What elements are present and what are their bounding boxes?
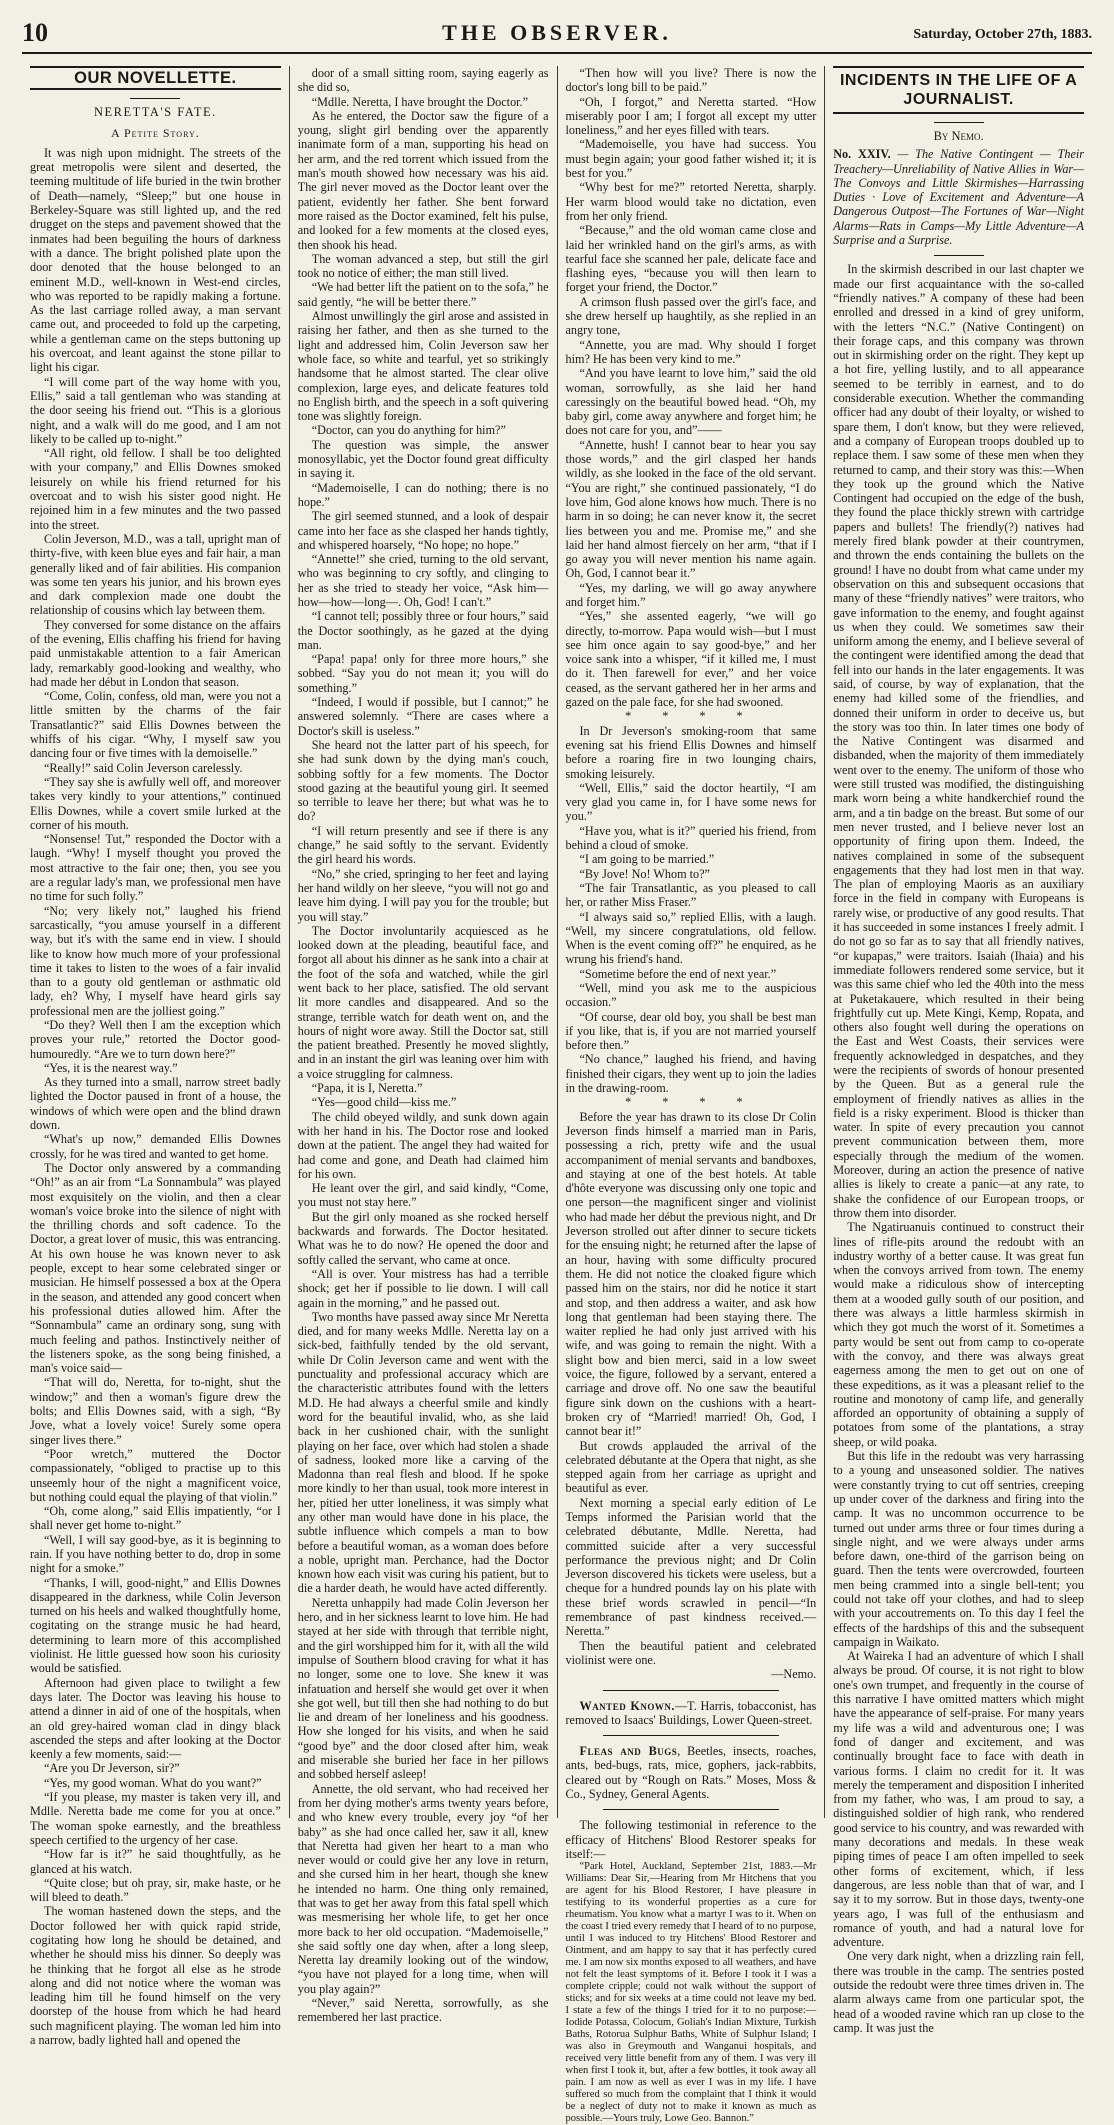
paragraph: “Nonsense! Tut,” responded the Doctor with a laugh. “Why! I myself thought you proved the most attractive to the fair one; then, you see you are a regular lady's man, we professional men have no time for such folly.” [30,832,281,904]
paragraph: “I cannot tell; possibly three or four hours,” said the Doctor soothingly, as he gazed at the dying man. [297,609,549,652]
paragraph: One very dark night, when a drizzling rain fell, there was trouble in the camp. The sentries posted outside the redoubt were three times driven in. The alarm always came from one particular spot, the head of a wooded ravine which ran up close to the camp. It was just the [833,1949,1084,2035]
paragraph: It was nigh upon midnight. The streets of the great metropolis were silent and deserted, the teeming multitude of life buried in the twin brother of Death—namely, “Sleep;” but one house in Berkeley-Square was still lighted up, and the red drugget on the steps and pavement showed that the inmates had been beguiling the hours of darkness with a dance. The bright polished plate upon the door denoted that the house belonged to an eminent M.D., well-known in West-end circles, who was reported to be rapidly making a fortune. As the last carriage rolled away, a man servant came out, and proceeded to fold up the carpeting, while a gentleman came on the steps buttoning up his overcoat, and leant against the stone pillar to light his cigar. [30,145,281,375]
paragraph: They conversed for some distance on the affairs of the evening, Ellis chaffing his friend for having paid unmistakable attention to a fair American lady, remarkably good-looking and wealthy, who had made her début in London that season. [30,617,281,689]
paragraph: “Papa, it is I, Neretta.” [311,1081,423,1096]
paragraph: “Never,” said Neretta, sorrowfully, as she remembered her last practice. [297,1996,549,2025]
paragraph: The woman hastened down the steps, and the Doctor followed her with quick rapid stride, cogitating how long he should be detained, and whether he should miss his dinner. So deeply was he thinking that he forgot all else as he strode along and did not notice where the woman was leading him till he found himself on the very doorstep of the house from which he had heard such magnificent playing. The woman led him into a narrow, badly lighted hall and opened the [30,1904,281,2048]
paragraph: “I am going to be married.” [579,852,715,867]
story-body-part-1 [30,146,281,2047]
story-subtitle: A Petite Story. [110,125,200,140]
byline: By Nemo. [933,129,984,143]
paragraph: “Really!” said Colin Jeverson carelessly. [44,760,243,775]
paragraph: At Waireka I had an adventure of which I shall always be proud. Of course, it is not right to blow one's own trumpet, and frequently in the course of this narrative I have omitted matters which might have the appearance of self-praise. For many years my life was a wild and adventurous one; I was fond of danger and excitement, and was continually brought face to face with death in various forms. I claim no credit for it. It was merely the temperament and disposition I inherited from my father, who was, I am proud to say, a distinguished soldier of high rank, who rendered good service to his country, and was rewarded with many decorations and medals. In these weak piping times of peace I am often impelled to seek other forms of excitement, which, if less dangerous, are less noble than that of war, and I say it to my sorrow. But in those days, twenty-one years ago, I was full of the enthusiasm and romance of youth, and had a natural love for adventure. [833,1649,1084,1950]
paragraph: “Annette, you are mad. Why should I forget him? He has been very kind to me.” [565,337,817,366]
paragraph: “What's up now,” demanded Ellis Downes crossly, for he was tired and wanted to get home. [30,1132,281,1161]
paragraph: In Dr Jeverson's smoking-room that same evening sat his friend Ellis Downes and himself before a roaring fire in two lounging chairs, smoking leisurely. [565,723,817,781]
ad-rough-on-rats: Fleas and Bugs, Beetles, insects, roaches, ants, bed-bugs, rats, mice, gophers, jack-rabbits, cleared out by “Rough on Rats.” Moses, Moss & Co., Sydney, General Agents. [565,1744,817,1802]
journalist-body [833,262,1084,2035]
paragraph: “I will come part of the way home with you, Ellis,” said a tall gentleman who was standing at the door seeing his friend out. “This is a glorious night, and a walk will do me good, and I am not likely to be called up to-night.” [30,374,281,446]
divider [130,98,180,99]
ad-testimonial-intro: The following testimonial in reference to the efficacy of Hitchens' Blood Restorer speaks for itself:— [565,1818,817,1861]
paragraph: “Well, Ellis,” said the doctor heartily, “I am very glad you came in, for I have some news for you.” [565,780,817,824]
story-body-part-2 [298,66,549,2025]
paragraph: “Oh, I forgot,” and Neretta started. “How miserably poor I am; I forgot all except my utter loneliness,” and her eyes filled with tears. [565,94,817,138]
section-break: * * * * [625,1095,757,1110]
paragraph: Almost unwillingly the girl arose and assisted in raising her father, and then as she turned to the light and addressed him, Colin Jeverson saw her whole face, so white and tearful, yet so strikingly handsome that he almost started. The clear olive complexion, large eyes, and delicate features told no English birth, and the speech in a soft quivering tone was slightly foreign. [297,309,549,424]
column-4 [825,66,1092,2035]
paragraph: “Why best for me?” retorted Neretta, sharply. Her warm blood would take no dictation, even from her only friend. [565,180,817,223]
paragraph: “Annette!” she cried, turning to the old servant, who was beginning to cry softly, and clinging to her as she tried to steady her voice, “Ask him—how—how—long—. Oh, God! I can't.” [297,552,549,609]
paragraph: The question was simple, the answer monosyllabic, yet the Doctor found great difficulty in saying it. [297,437,549,481]
paragraph: The Ngatiruanuis continued to construct their lines of rifle-pits around the redoubt with an industry worthy of a better cause. It was great fun when the convoys arrived from town. The enemy would make a ridiculous show of intercepting them at a wooded gully south of our position, and there was always a little harmless skirmish in which they got much the worst of it. Sometimes a party would be sent out from camp to co-operate with the convoy, and there was always great eagerness among the men to get out on one of these expeditions, as it was a pleasant relief to the routine and monotony of camp life, and generally afforded an opportunity of obtaining a supply of potatoes from some of the plantations, a stray sheep, or wild poaka. [833,1220,1084,1449]
paragraph: “Well, I will say good-bye, as it is beginning to rain. If you have nothing better to do, drop in some night for a smoke.” [30,1532,281,1576]
story-body-part-3 [566,66,817,1667]
columns [22,66,1092,2125]
paragraph: “The fair Transatlantic, as you pleased to call her, or rather Miss Fraser.” [565,880,817,910]
newspaper-title: THE OBSERVER. [442,20,672,45]
section-break: * * * * [625,709,757,724]
paragraph: “Oh, come along,” said Ellis impatiently, “or I shall never get home to-night.” [30,1504,281,1533]
paragraph: “Are you Dr Jeverson, sir?” [44,1761,180,1776]
column-1 [22,66,290,2048]
paragraph: She heard not the latter part of his speech, for she had sunk down by the dying man's couch, sobbing softly for a few moments. The Doctor stood gazing at the beautiful young girl. It seemed so terrible to leave her there; but what was he to do? [297,737,549,824]
paragraph: “Because,” and the old woman came close and laid her wrinkled hand on the girl's arms, as with tearful face she scanned her pale, delicate face and flashing eyes, “because you will then learn to forget your friend, the Doctor.” [565,223,817,295]
paragraph: “Annette, hush! I cannot bear to hear you say those words,” and the girl clasped her hands wildly, as she looked in the face of the old servant. “You are right,” she continued passionately, “I do love him, God alone knows how much. There is no harm in so doing; he can never know it, the secret lies between you and me. Promise me,” and she laid her hand almost fiercely on her arm, “that if I go away you will never mention his name again. Oh, God, I cannot bear it.” [565,437,817,581]
paragraph: “Then how will you live? There is now the doctor's long bill to be paid.” [565,66,817,95]
paragraph: “If you please, my master is taken very ill, and Mdlle. Neretta bade me come for you at once.” The woman spoke earnestly, and the breathless speech certified to the urgency of her case. [30,1790,281,1847]
divider [934,122,984,123]
paragraph: In the skirmish described in our last chapter we made our first acquaintance with the so-called “friendly natives.” A company of these had been enrolled and dressed in a kind of grey uniform, with the letters “N.C.” (Native Contingent) on their forage caps, and this company was thrown out in skirmishing order on the right. They kept up a hot fire, yelling lustily, and to all appearance seemed to be terribly in earnest, and to do considerable execution. Whether the commanding officer had any doubt of their loyalty, or wished to spare them, I don't know, but they were relieved, and a company of European troops doubled up to replace them. I saw some of these men when they returned to camp, and their story was this:—When they took up the ground which the Native Contingent had occupied on the edge of the bush, they found the place thickly strewn with cartridge papers and bullets! The friendly(?) natives had merely fired blank powder at their countrymen, and thrown the ends containing the bullets on the ground! I have no doubt from what came under my observation on this and subsequent occasions that many of these “friendly natives” were traitors, who gave information to the enemy, and fought against us when they could. We sometimes saw their uniform among the enemy, and I believe several of the contingent were identified among the dead that fell into our hands in the later engagements. It was said, of course, by way of explanation, that the enemy had killed some of the friendlies, and donned their uniform in order to deceive us, but the story was too thin. In later times one body of the Native Contingent was disarmed and disbanded, when the majority of them immediately went over to the enemy. The uniform of those who were still trusted was modified, the distinguishing mark worn being a white handkerchief round the arm, and a tin badge on the breast. But some of our men never trusted, and I believe never lost an opportunity of firing upon them. Indeed, the natives complained in some of the subsequent engagements that they had lost men in that way. The plan of employing Maoris as an auxiliary force in the field in company with Europeans is rarely wise, or productive of any good results. That it has succeeded in some instances I freely admit. I do not go so far as to say that all friendly natives, “or kupapas,” were traitors. Isaiah (Ihaia) and his immediate followers rendered some service, but it was this same chief who led the 40th into the mess at Puketakauere, which resulted in their being frightfully cut up. Mete Kingi, Kemp, Ropata, and others also fought well during the operations on the East and West Coasts, their services were frequently acknowledged in despatches, and they were the recipients of swords of honour presented by the Queen. But as a general rule the employment of friendly natives as allies in the field is a risky experiment. Blood is thicker than water. In spite of every precaution you cannot prevent communication between them, more especially through the medium of the women. Moreover, during an action the presence of native allies is likely to create a panic—at any rate, to shake the confidence of our European troops, or throw them into disorder. [833,262,1084,1220]
paragraph: “Come, Colin, confess, old man, were you not a little smitten by the charms of the fair Transatlantic?” said Ellis Downes between the whiffs of his cigar. “Why, I myself saw you dancing four or five times with la demoiselle.” [30,689,281,761]
paragraph: “Mademoiselle, I can do nothing; there is no hope.” [297,480,549,509]
paragraph: Annette, the old servant, who had received her from her dying mother's arms twenty years before, and who knew every trouble, every joy “of her baby” as she had once called her, saw it all, knew that Neretta had given her heart to a man who never would or could give her any love in return, and she cursed him in her heart, though she knew he intended no harm. One thing only remained, that was to get her away from this fatal spell which was mesmerising her whole life, to get her once more back to her old occupation. “Mademoiselle,” she said softly one day when, after a long sleep, Neretta lay dreamily looking out of the window, “you have not played for a long time, when will you play again?” [297,1781,549,1996]
paragraph: “By Jove! No! Whom to?” [579,866,710,881]
paragraph: “Poor wretch,” muttered the Doctor compassionately, “obliged to practise up to this unseemly hour of the night a magnificent voice, but nothing could equal the playing of that violin.” [30,1446,281,1504]
paragraph: “Well, mind you ask me to the auspicious occasion.” [565,981,817,1010]
paragraph: Colin Jeverson, M.D., was a tall, upright man of thirty-five, with keen blue eyes and fair hair, a man generally liked and of fair abilities. His companion was some ten years his junior, and his brown eyes and dark complexion made one doubt the relationship of cousins which lay between them. [30,531,281,618]
page-number: 10 [22,18,48,47]
paragraph: Neretta unhappily had made Colin Jeverson her hero, and in her sickness learnt to love him. He had stayed at her side with through that terrible night, and the girl worshipped him for it, with all the wild impulse of Southern blood craving for what it has no longer, some one to love. She knew it was infatuation and herself she would get over it when she got well, but till then she had nothing to do but lie and dream of her loneliness and his goodness. How she longed for his visits, and when he said “good bye” and the door closed after him, weak and miserable she buried her face in her pillows and sobbed herself asleep! [297,1595,549,1782]
paragraph: “They say she is awfully well off, and moreover takes very kindly to your attentions,” continued Ellis Downes, while a covert smile lurked at the corner of his mouth. [30,774,281,832]
journalist-heading: INCIDENTS IN THE LIFE OF A JOURNALIST. [833,66,1084,114]
ad-wanted-known: Wanted Known.—T. Harris, tobacconist, has removed to Isaacs' Buildings, Lower Queen-street. [565,1698,817,1727]
paragraph: “Quite close; but oh pray, sir, make haste, or he will bleed to death.” [30,1875,281,1905]
paragraph: “All right, old fellow. I shall be too delighted with your company,” and Ellis Downes smoked leisurely on while his friend returned for his overcoat and to wish his sister good night. He rejoined him in a few minutes and the two passed into the street. [30,446,281,532]
novellette-heading: OUR NOVELLETTE. [30,66,281,90]
divider [934,255,984,256]
paragraph: But this life in the redoubt was very harrassing to a young and unseasoned soldier. The natives were constantly trying to cut off sentries, creeping up under cover of the darkness and firing into the camp. It was no uncommon occurrence to be turned out under arms three or four times during a single night, and we were always under arms before dawn, one-third of the garrison being on guard. Then the tents were overcrowded, fourteen men being crammed into a single bell-tent; you could not take off your clothes, and had to sleep with your accoutrements on. To this day I feel the effects of the hardships of this and the subsequent campaign in Waikato. [833,1449,1084,1649]
paragraph: Then the beautiful patient and celebrated violinist were one. [565,1638,817,1667]
paragraph: Next morning a special early edition of Le Temps informed the Parisian world that the celebrated débutante, Mdlle. Neretta, had committed suicide after a very successful performance the previous night; and Dr Colin Jeverson discovered his tickets were useless, but a cheque for a hundred pounds lay on his plate with these brief words scrawled in pencil—“In remembrance of past kindness received.—Neretta.” [565,1495,817,1639]
divider [603,1735,779,1736]
paragraph: “Of course, dear old boy, you shall be best man if you like, that is, if you are not married yourself before then.” [565,1009,817,1053]
paragraph: “I will return presently and see if there is any change,” he said softly to the servant. Evidently the girl heard his words. [297,823,549,867]
paragraph: “Thanks, I will, good-night,” and Ellis Downes disappeared in the darkness, while Colin Jeverson turned on his heels and walked thoughtfully home, cogitating on the strange music he had heard, determining to learn more of this accomplished violinist. He little guessed how soon his curiosity would be satisfied. [30,1575,281,1676]
story-signature: —Nemo. [771,1667,817,1682]
paragraph: door of a small sitting room, saying eagerly as she did so, [297,66,549,95]
divider [603,1690,779,1691]
paragraph: “We had better lift the patient on to the sofa,” he said gently, “he will be better there.” [297,280,549,309]
paragraph: “Yes—good child—kiss me.” [311,1095,457,1110]
divider [603,1809,779,1810]
paragraph: “Sometime before the end of next year.” [579,966,777,981]
paragraph: “How far is it?” he said thoughtfully, as he glanced at his watch. [30,1847,281,1876]
paragraph: “No chance,” laughed his friend, and having finished their cigars, they went up to join the ladies in the drawing-room. [565,1052,817,1096]
paragraph: “No,” she cried, springing to her feet and laying her hand wildly on her sleeve, “you will not go and leave him dying. I will pay you for the trouble; but you will stay.” [297,866,549,924]
paragraph: As they turned into a small, narrow street badly lighted the Doctor paused in front of a house, the windows of which were open and the blind drawn down. [30,1075,281,1133]
chapter-summary: No. XXIV. — The Native Contingent — Their Treachery—Unreliability of Native Allies in War—The Convoys and Little Skirmishes—Harrassing Duties · Love of Excitement and Adventure—A Dangerous Outpost—The Fortunes of War—Night Alarms—Rats in Camps—My Little Adventure—A Surprise and a Surprise. [833,147,1085,248]
paragraph: He leant over the girl, and said kindly, “Come, you must not stay here.” [297,1181,549,1210]
paragraph: “And you have learnt to love him,” said the old woman, sorrowfully, as she laid her hand caressingly on the beautiful bowed head. “Oh, my baby girl, come away anywhere and forget him; he does not care for you, and”—— [565,366,817,438]
issue-date: Saturday, October 27th, 1883. [913,27,1092,42]
paragraph: “Mdlle. Neretta, I have brought the Doctor.” [311,94,529,109]
paragraph: “Yes, it is the nearest way.” [44,1060,178,1075]
masthead [22,18,1092,54]
paragraph: The Doctor only answered by a commanding “Oh!” as an air from “La Sonnambula” was played most exquisitely on the violin, and then a clear woman's voice broke into the silence of night with the thrilling chords and soft cadence. To the Doctor, a great lover of music, this was entrancing. At his own house he was known never to ask people, except to hear some celebrated singer or musician. He himself possessed a box at the Opera in the season, and attended any good concert when his professional duties allowed him. After the “Sonnambula” came an ordinary song, sung with much feeling and pathos. Instinctively neither of the listeners spoke, as the song being finished, a man's voice said— [30,1160,281,1376]
paragraph: “No; very likely not,” laughed his friend sarcastically, “you amuse yourself in a different way, but it's with the same end in view. I should like to know how much more of your professional time it takes to listen to the woes of a fair invalid than to a gouty old gentleman or asthmatic old lady, eh? Why, I myself have heard girls say professional men are the jolliest going.” [30,903,281,1018]
paragraph: The Doctor involuntarily acquiesced as he looked down at the pleading, beautiful face, and forgot all about his dinner as he sank into a chair at the foot of the sofa and watched, while the girl went back to her place, satisfied. The old servant lit more candles and disappeared. And so the strange, terrible watch for death went on, and the hours of night wore away. Still the Doctor sat, still the patient breathed. Presently he moved slightly, and in an instant the girl was leaning over him with a voice struggling for calmness. [297,923,549,1081]
paragraph: “Yes, my darling, we will go away anywhere and forget him.” [565,580,817,609]
paragraph: “All is over. Your mistress has had a terrible shock; get her if possible to lie down. I will call again in the morning,” and he passed out. [297,1266,549,1310]
paragraph: “Indeed, I would if possible, but I cannot;” he answered solemnly. “There are cases where a Doctor's skill is useless.” [297,695,549,738]
paragraph: “Have you, what is it?” queried his friend, from behind a cloud of smoke. [565,823,817,853]
paragraph: “That will do, Neretta, for to-night, shut the window;” and then a woman's figure drew the bolts; and Ellis Downes said, with a sigh, “By Jove, what a lovely voice! Surely some opera singer lives there.” [30,1375,281,1447]
paragraph: The girl seemed stunned, and a look of despair came into her face as she clasped her hands tightly, and whispered hoarsely, “No hope; no hope.” [297,509,549,552]
paragraph: “Yes, my good woman. What do you want?” [44,1775,262,1790]
paragraph: “Doctor, can you do anything for him?” [311,423,506,438]
paragraph: “I always said so,” replied Ellis, with a laugh. “Well, my sincere congratulations, old fellow. When is the event coming off?” he enquired, as he wrung his friend's hand. [565,909,817,967]
paragraph: Before the year has drawn to its close Dr Colin Jeverson finds himself a married man in Paris, possessing a rich, pretty wife and the usual accompaniment of menial servants and bandboxes, and staying at one of the best hotels. At table d'hôte everyone was discussing only one topic and one person—the magnificent singer and violinist who had made her début the previous night, and Dr Jeverson strolled out after dinner to secure tickets for the ensuing night; he returned after the lapse of an hour, having with some difficulty procured them. He did not notice the cloaked figure which passed him on the stairs, nor did he notice it start and stop, and then address a waiter, and ask how long that gentleman had been staying there. The waiter replied he had only just arrived with his wife, and was going to remain the night. With a slight bow and bien merci, said in a low sweet voice, the figure, followed by a servant, entered a carriage and drove off. No one saw the beautiful figure sink down on the cushions with a heart-broken cry of “Married! married! Oh, God, I cannot bear it!” [565,1109,817,1439]
paragraph: “Yes,” she assented eagerly, “we will go directly, to-morrow. Papa would wish—but I must see him once again to say good-bye,” and her voice sank into a whisper, “if it killed me, I must do it. Then farewell for ever,” and her voice ceased, as the servant gathered her in her arms and gazed on the pale face, for she had swooned. [565,609,817,710]
paragraph: The child obeyed wildly, and sunk down again with her hand in his. The Doctor rose and looked down at the patient. The angel they had waited for had come and gone, and Death had claimed him for his own. [297,1109,549,1181]
paragraph: “Do they? Well then I am the exception which proves your rule,” retorted the Doctor good-humouredly. “Are we to turn down here?” [30,1018,281,1061]
paragraph: Afternoon had given place to twilight a few days later. The Doctor was leaving his house to attend a dinner in aid of one of the hospitals, when an old grey-haired woman clad in dingy black ascended the steps and after looking at the Doctor keenly a few moments, said:— [30,1675,281,1762]
column-3 [558,66,826,2125]
column-2 [290,66,558,2025]
paragraph: But the girl only moaned as she rocked herself backwards and forwards. The Doctor hesitated. What was he to do now? He opened the door and softly called the servant, who came at once. [297,1209,549,1267]
paragraph: The woman advanced a step, but still the girl took no notice of either; the man still lived. [297,251,549,281]
paragraph: A crimson flush passed over the girl's face, and she drew herself up haughtily, as she replied in an angry tone, [565,294,817,338]
ad-testimonial-text: “Park Hotel, Auckland, September 21st, 1883.—Mr Williams: Dear Sir,—Hearing from Mr Hitchens that you are agent for his Blood Restorer, I have pleasure in testifying to its wonderful properties as a cure for rheumatism. You know what a martyr I was to it. When on the coast I tried every remedy that I heard of to no purpose, until I was induced to try Hitchens' Blood Restorer and Ointment, and am happy to say that it has perfectly cured me. I am now six months exposed to all weathers, and have not felt the least symptoms of it. Before I took it I was a complete cripple; could not walk without the support of sticks; and for six weeks at a time could not leave my bed. I state a few of the things I tried for it to no purpose:—Iodide Potassa, Colocum, Goliah's Indian Mixture, Turkish Baths, Rotorua Sulphur Baths, White of Sulphur Island; I was also in Greymouth and Wanganui hospitals, and received very little benefit from any of them. I was very ill when first I took it, but, after a few bottles, it took away all pain. I am now as well as ever I was in my life. I have suffered so much from the complaint that I think it would be a neglect of duty not to make it known as much as possible.—Yours truly, Lowe Geo. Bannon.” [565,1861,817,2125]
paragraph: As he entered, the Doctor saw the figure of a young, slight girl bending over the apparently inanimate form of a man, supporting his head on her arm, and the red torrent which issued from the man's mouth showed how necessary was his aid. The girl never moved as the Doctor leant over the patient, evidently her father. She bent forward more raised as the Doctor examined, felt his pulse, and looked for a few moments at the closed eyes, then shook his head. [297,108,549,252]
paragraph: But crowds applauded the arrival of the celebrated débutante at the Opera that night, as she stepped again from her carriage as upright and beautiful as ever. [565,1438,817,1496]
paragraph: “Papa! papa! only for three more hours,” she sobbed. “Say you do not mean it; you will do something.” [297,652,549,695]
paragraph: Two months have passed away since Mr Neretta died, and for many weeks Mdlle. Neretta lay on a sick-bed, faithfully tended by the old servant, while Dr Colin Jeverson came and went with the punctuality and professional accuracy which are the characteristic attributes found with the letters M.D. He had always a cheerful smile and kindly word for the beautiful invalid, who, as she laid back in her cushioned chair, with the sunlight playing on her face, over which had stolen a shade of sadness, looked more like a carving of the Madonna than real flesh and blood. If he spoke more kindly to her than usual, took more interest in her, pitied her utter loneliness, it was simply what any other man would have done in his place, the subtle influence which compels a man to bow before a beautiful woman, as a woman does before a noble, upright man. Perchance, had the Doctor known how each visit was curing his patient, but to die a harder death, he would have acted differently. [297,1309,549,1596]
story-title: NERETTA'S FATE. [93,105,217,120]
paragraph: “Mademoiselle, you have had success. You must begin again; your good father wished it; it is best for you.” [565,137,817,181]
